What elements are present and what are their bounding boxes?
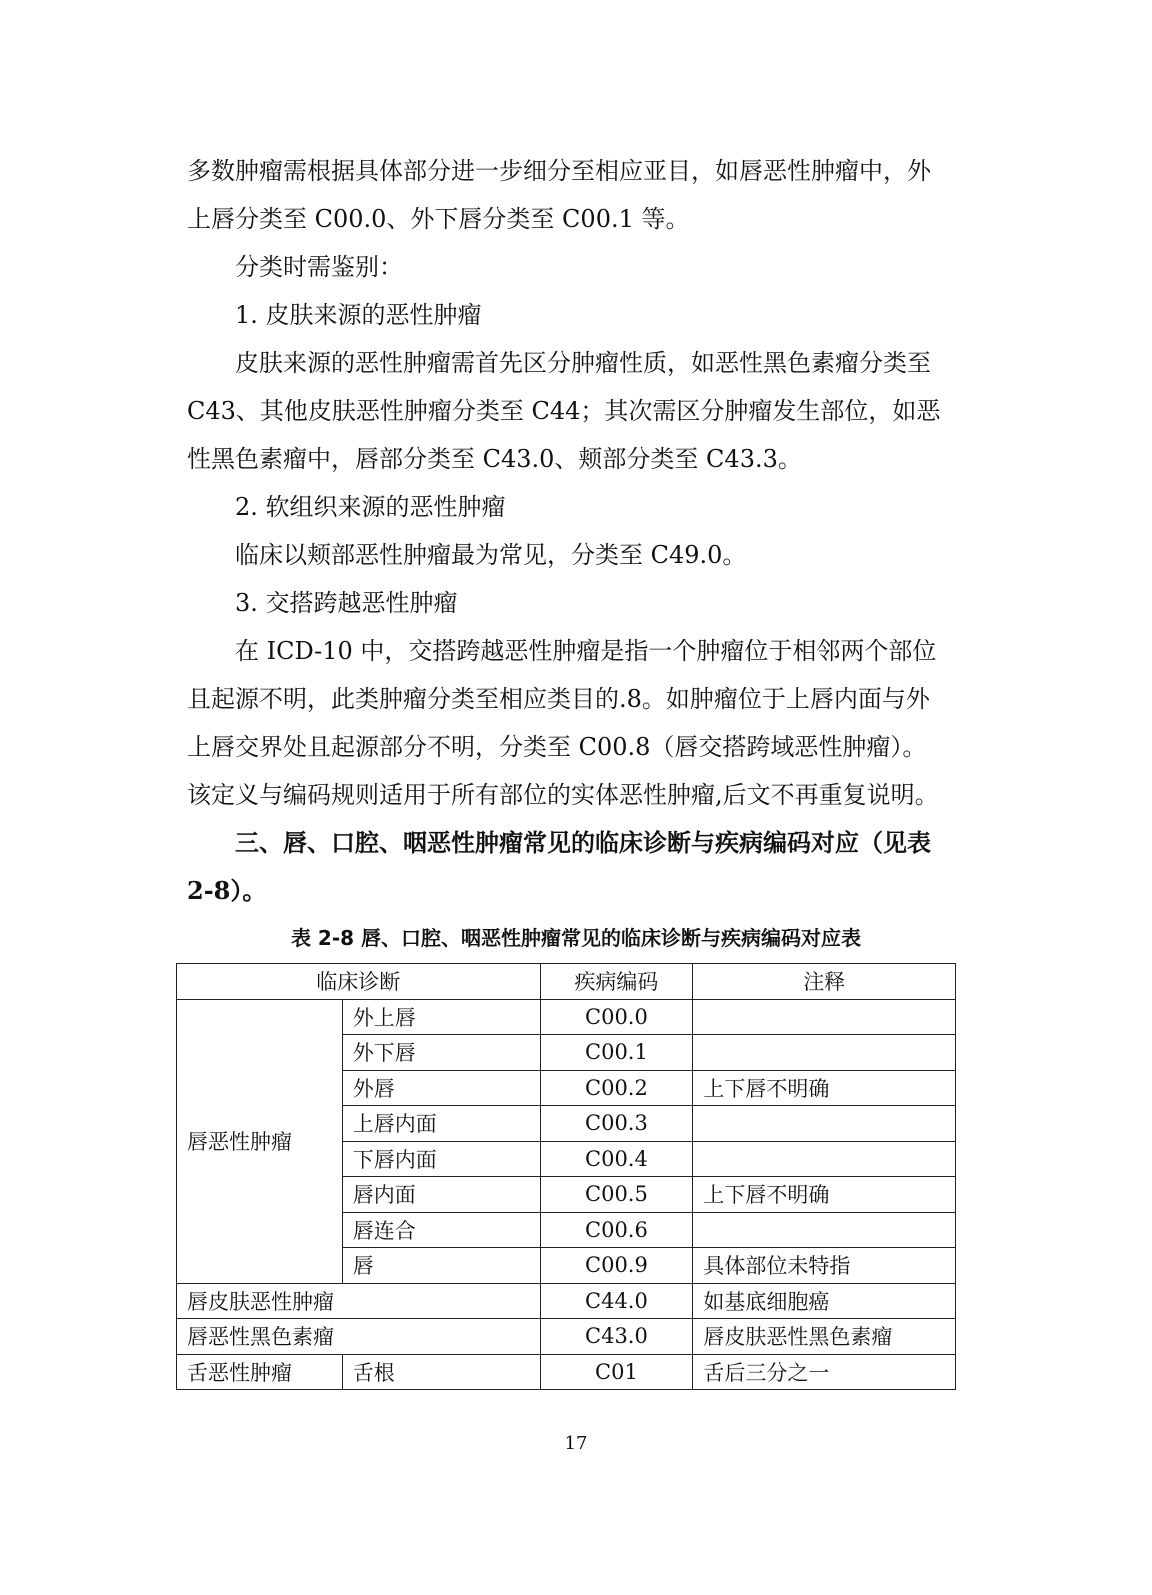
paragraph-line: 该定义与编码规则适用于所有部位的实体恶性肿瘤,后文不再重复说明。 [187,781,939,809]
note-cell: 具体部位未特指 [693,1248,956,1284]
note-cell [693,1141,956,1177]
code-cell: C00.3 [540,1106,693,1142]
code-cell: C00.0 [540,999,693,1035]
code-cell: C00.5 [540,1177,693,1213]
code-cell: C44.0 [540,1283,693,1319]
code-cell: C00.6 [540,1212,693,1248]
note-cell [693,1212,956,1248]
table-caption: 表 2-8 唇、口腔、咽恶性肿瘤常见的临床诊断与疾病编码对应表 [290,926,862,950]
lip-group-cell: 唇恶性肿瘤 [177,999,343,1283]
note-cell: 上下唇不明确 [693,1070,956,1106]
site-cell: 外唇 [342,1070,540,1106]
site-cell: 舌根 [342,1354,540,1390]
header-code: 疾病编码 [540,964,693,1000]
diagnosis-cell: 舌恶性肿瘤 [177,1354,343,1390]
diagnosis-cell: 唇皮肤恶性肿瘤 [177,1283,541,1319]
site-cell: 下唇内面 [342,1141,540,1177]
note-cell: 如基底细胞癌 [693,1283,956,1319]
code-cell: C00.1 [540,1035,693,1071]
paragraph-line: 且起源不明，此类肿瘤分类至相应类目的.8。如肿瘤位于上唇内面与外 [187,685,930,713]
paragraph-line: 上唇分类至 C00.0、外下唇分类至 C00.1 等。 [187,205,690,233]
paragraph-line: 在 ICD-10 中，交搭跨越恶性肿瘤是指一个肿瘤位于相邻两个部位 [235,637,937,665]
subsection-title: 2. 软组织来源的恶性肿瘤 [235,493,506,521]
subsection-title: 1. 皮肤来源的恶性肿瘤 [235,301,482,329]
site-cell: 外下唇 [342,1035,540,1071]
table-row [177,1319,956,1355]
header-diagnosis: 临床诊断 [177,964,541,1000]
section-heading: 三、唇、口腔、咽恶性肿瘤常见的临床诊断与疾病编码对应（见表 [235,828,931,857]
page-number: 17 [564,1433,588,1454]
note-cell: 舌后三分之一 [693,1354,956,1390]
paragraph-line: 临床以颊部恶性肿瘤最为常见，分类至 C49.0。 [235,541,747,569]
note-cell: 唇皮肤恶性黑色素瘤 [693,1319,956,1355]
code-cell: C00.4 [540,1141,693,1177]
code-cell: C01 [540,1354,693,1390]
note-cell [693,1035,956,1071]
paragraph-line: C43、其他皮肤恶性肿瘤分类至 C44；其次需区分肿瘤发生部位，如恶 [187,397,941,425]
paragraph-line: 性黑色素瘤中，唇部分类至 C43.0、颊部分类至 C43.3。 [187,445,802,473]
site-cell: 唇 [342,1248,540,1284]
table-row [177,999,956,1035]
header-note: 注释 [693,964,956,1000]
note-cell [693,999,956,1035]
note-cell [693,1106,956,1142]
section-heading: 2-8）。 [187,876,267,905]
code-cell: C43.0 [540,1319,693,1355]
diagnosis-cell: 唇恶性黑色素瘤 [177,1319,541,1355]
code-cell: C00.9 [540,1248,693,1284]
table-row [177,1283,956,1319]
site-cell: 唇连合 [342,1212,540,1248]
note-cell: 上下唇不明确 [693,1177,956,1213]
paragraph-line: 多数肿瘤需根据具体部分进一步细分至相应亚目，如唇恶性肿瘤中，外 [187,157,931,185]
table-row [177,1354,956,1390]
paragraph-line: 上唇交界处且起源部分不明，分类至 C00.8（唇交搭跨域恶性肿瘤）。 [187,733,927,761]
subsection-title: 3. 交搭跨越恶性肿瘤 [235,589,458,617]
site-cell: 唇内面 [342,1177,540,1213]
paragraph-line: 皮肤来源的恶性肿瘤需首先区分肿瘤性质，如恶性黑色素瘤分类至 [235,349,931,377]
diagnosis-code-table [176,963,956,1390]
paragraph-line: 分类时需鉴别： [235,253,403,281]
code-cell: C00.2 [540,1070,693,1106]
table-header-row [177,964,956,1000]
site-cell: 上唇内面 [342,1106,540,1142]
site-cell: 外上唇 [342,999,540,1035]
